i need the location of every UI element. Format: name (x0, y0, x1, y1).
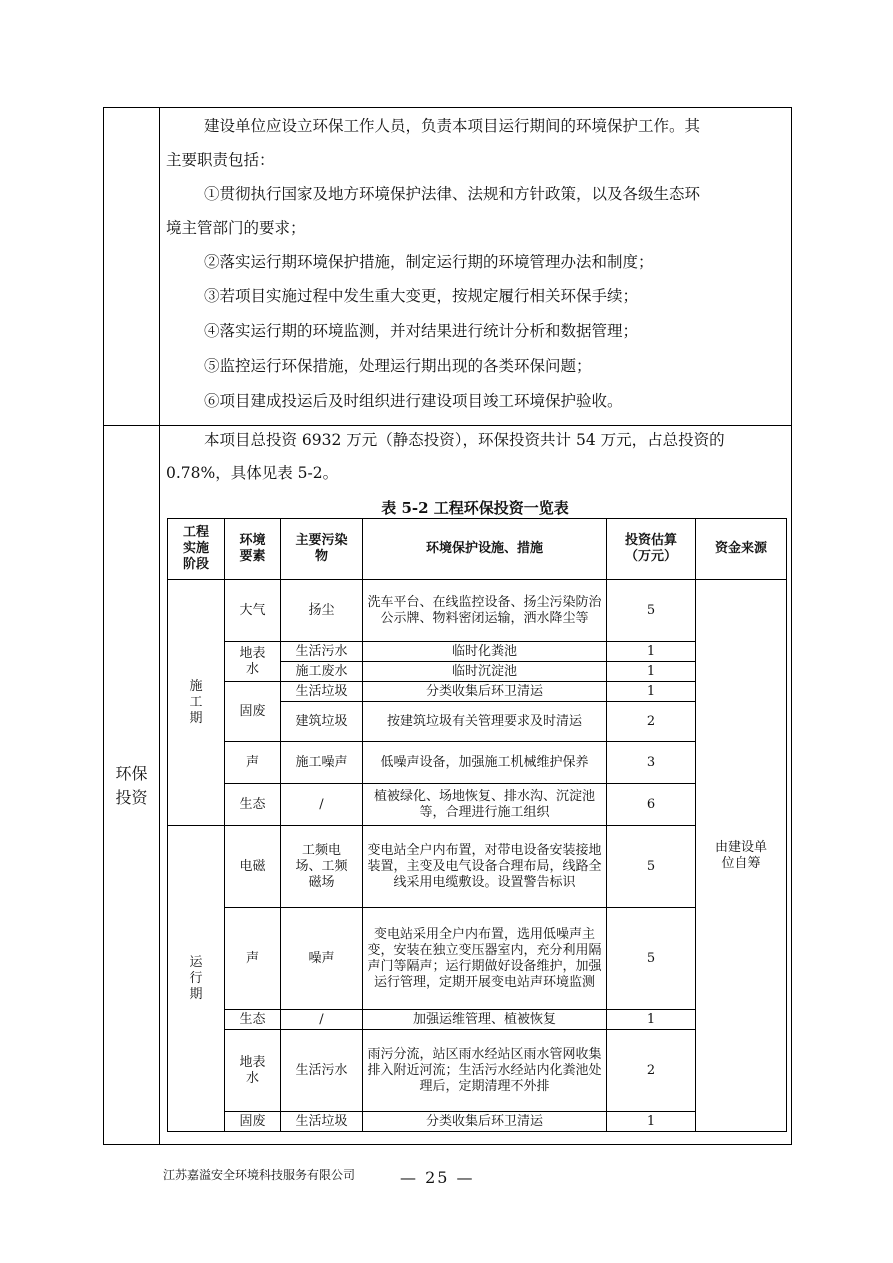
table-row (168, 784, 787, 826)
amount-cell: 1 (607, 1112, 696, 1132)
element-cell (225, 1030, 281, 1112)
pollutant-cell: 扬尘 (281, 580, 363, 642)
amount-cell: 6 (607, 784, 696, 826)
measure-cell: 植被绿化、场地恢复、排水沟、沉淀池等，合理进行施工组织 (363, 784, 607, 826)
element-cell: 声 (225, 742, 281, 784)
element-text: 地表水 (239, 1054, 266, 1086)
amount-cell: 5 (607, 580, 696, 642)
pollutant-cell: / (281, 1010, 363, 1030)
stage-construction (168, 580, 225, 826)
funding-source-text: 由建设单位自筹 (714, 839, 767, 871)
amount-cell: 3 (607, 742, 696, 784)
measure-cell: 分类收集后环卫清运 (363, 1112, 607, 1132)
measure-cell: 变电站采用全户内布置，选用低噪声主变，安装在独立变压器室内，充分利用隔声门等隔声；运行期做好设备维护，加强运行管理，定期开展变电站声环境监测 (363, 908, 607, 1010)
amount-cell: 1 (607, 1010, 696, 1030)
pollutant-cell: 噪声 (281, 908, 363, 1010)
amount-cell: 1 (607, 642, 696, 662)
measure-cell: 临时化粪池 (363, 642, 607, 662)
element-cell: 声 (225, 908, 281, 1010)
table-row (168, 826, 787, 908)
stage-operation-text: 运行期 (189, 954, 203, 1002)
measure-cell: 分类收集后环卫清运 (363, 682, 607, 702)
duty-item-6: ⑥项目建成投运后及时组织进行建设项目竣工环境保护验收。 (204, 392, 623, 410)
header-estimate-text: 投资估算（万元） (624, 533, 677, 564)
header-pollutant-text: 主要污染物 (295, 533, 348, 564)
header-measures: 环境保护设施、措施 (363, 519, 607, 580)
element-text: 地表水 (239, 645, 266, 677)
measure-cell: 加强运维管理、植被恢复 (363, 1010, 607, 1030)
element-cell: 固废 (225, 1112, 281, 1132)
duty-item-2: ②落实运行期环境保护措施，制定运行期的环境管理办法和制度； (204, 253, 654, 271)
element-cell: 生态 (225, 784, 281, 826)
investment-summary-line2: 0.78%，具体见表 5-2。 (166, 464, 339, 482)
duty-item-3: ③若项目实施过程中发生重大变更，按规定履行相关环保手续； (204, 287, 639, 305)
investment-summary-line1: 本项目总投资 6932 万元（静态投资），环保投资共计 54 万元，占总投资的 (204, 431, 725, 449)
pollutant-cell: 施工废水 (281, 662, 363, 682)
table-row (168, 580, 787, 642)
pollutant-cell (281, 826, 363, 908)
element-cell: 电磁 (225, 826, 281, 908)
investment-table (167, 518, 787, 1132)
pollutant-cell: 生活污水 (281, 642, 363, 662)
measure-cell: 雨污分流，站区雨水经站区雨水管网收集排入附近河流；生活污水经站内化粪池处理后，定期清理不外排 (363, 1030, 607, 1112)
table-row (168, 682, 787, 702)
duty-item-5: ⑤监控运行环保措施，处理运行期出现的各类环保问题； (204, 357, 592, 375)
table-header-row (168, 519, 787, 580)
amount-cell: 2 (607, 1030, 696, 1112)
duties-intro-line1: 建设单位应设立环保工作人员，负责本项目运行期间的环境保护工作。其 (204, 117, 701, 135)
funding-source (696, 580, 787, 1132)
header-estimate (607, 519, 696, 580)
measure-cell: 临时沉淀池 (363, 662, 607, 682)
amount-cell: 1 (607, 682, 696, 702)
amount-cell: 2 (607, 702, 696, 742)
amount-cell: 1 (607, 662, 696, 682)
table-row (168, 742, 787, 784)
stage-construction-text: 施工期 (189, 678, 203, 726)
element-cell: 固废 (225, 682, 281, 742)
table-row (168, 908, 787, 1010)
pollutant-text: 工频电场、工频磁场 (295, 842, 348, 890)
table-caption: 表 5-2 工程环保投资一览表 (381, 499, 569, 517)
element-cell: 大气 (225, 580, 281, 642)
duty-item-1-line2: 境主管部门的要求； (166, 219, 306, 237)
element-cell (225, 642, 281, 682)
duties-intro-line2: 主要职责包括： (166, 151, 275, 169)
pollutant-cell: 施工噪声 (281, 742, 363, 784)
amount-cell: 5 (607, 908, 696, 1010)
duty-item-1-line1: ①贯彻执行国家及地方环境保护法律、法规和方针政策，以及各级生态环 (204, 185, 701, 203)
header-source: 资金来源 (696, 519, 787, 580)
pollutant-cell: 生活污水 (281, 1030, 363, 1112)
header-element-text: 环境要素 (239, 533, 266, 564)
measure-cell: 低噪声设备，加强施工机械维护保养 (363, 742, 607, 784)
stage-operation (168, 826, 225, 1132)
pollutant-cell: 生活垃圾 (281, 1112, 363, 1132)
measure-cell: 变电站全户内布置，对带电设备安装接地装置，主变及电气设备合理布局，线路全线采用电缆敷设。设置警告标识 (363, 826, 607, 908)
element-cell: 生态 (225, 1010, 281, 1030)
header-stage (168, 519, 225, 580)
section-divider (104, 425, 791, 426)
pollutant-cell: 建筑垃圾 (281, 702, 363, 742)
column-divider (159, 108, 160, 1144)
pollutant-cell: 生活垃圾 (281, 682, 363, 702)
table-row (168, 1030, 787, 1112)
header-stage-text: 工程实施阶段 (182, 525, 209, 572)
section-label-text: 环保投资 (115, 764, 148, 807)
measure-cell: 洗车平台、在线监控设备、扬尘污染防治公示牌、物料密闭运输，洒水降尘等 (363, 580, 607, 642)
duty-item-4: ④落实运行期的环境监测，并对结果进行统计分析和数据管理； (204, 322, 639, 340)
header-element (225, 519, 281, 580)
table-row (168, 1112, 787, 1132)
content-frame (103, 107, 792, 1145)
amount-cell: 5 (607, 826, 696, 908)
footer-company: 江苏嘉溢安全环境科技服务有限公司 (163, 1168, 356, 1182)
table-row (168, 1010, 787, 1030)
header-pollutant (281, 519, 363, 580)
pollutant-cell: / (281, 784, 363, 826)
page-number: — 25 — (400, 1168, 475, 1187)
section-label-investment (104, 762, 159, 810)
table-row (168, 642, 787, 662)
measure-cell: 按建筑垃圾有关管理要求及时清运 (363, 702, 607, 742)
